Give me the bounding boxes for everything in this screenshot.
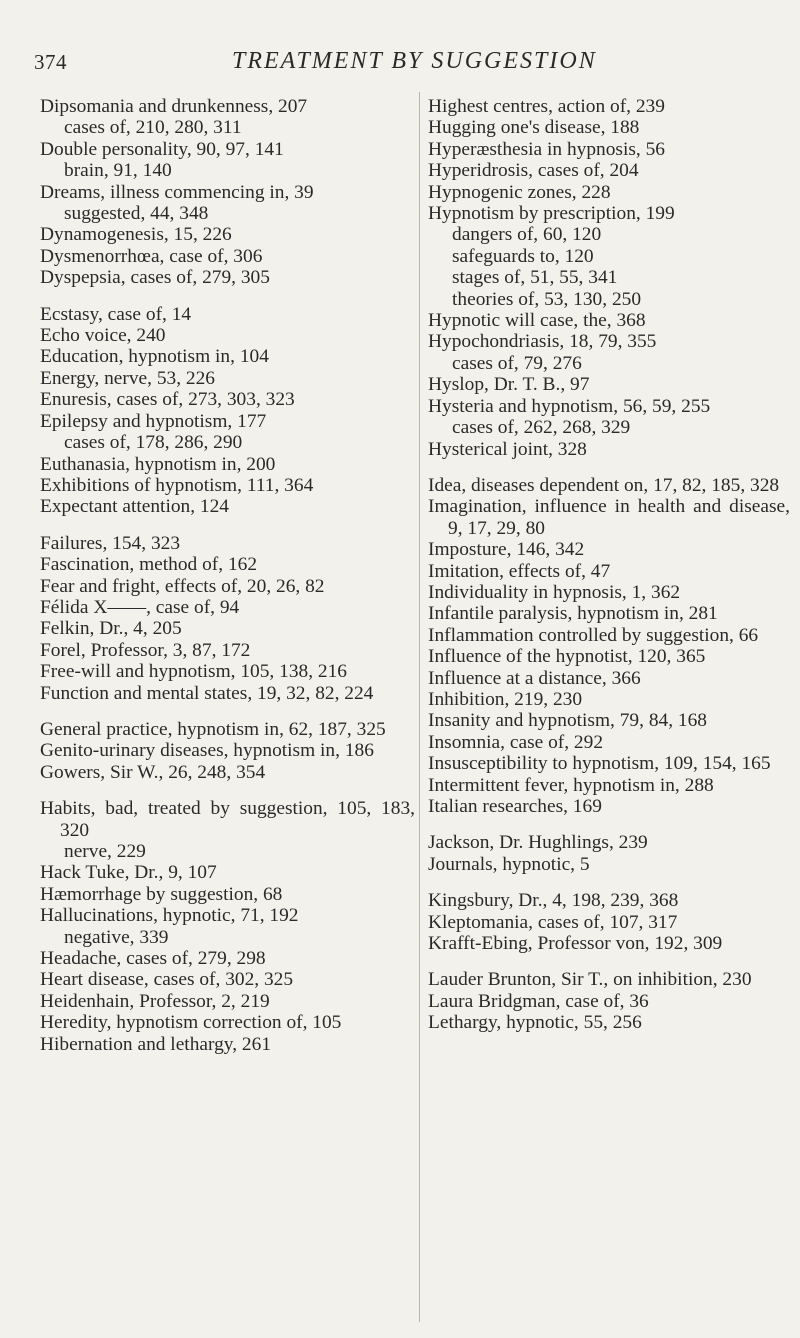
section-gap: [40, 704, 415, 719]
index-entry: Hæmorrhage by suggestion, 68: [40, 883, 283, 905]
section-gap: [40, 518, 415, 533]
index-entry: Heidenhain, Professor, 2, 219: [40, 990, 270, 1012]
index-entry: Idea, diseases dependent on, 17, 82, 185, 328: [428, 474, 780, 496]
index-entry: Hypochondriasis, 18, 79, 355: [428, 331, 657, 353]
column-divider: [419, 92, 420, 1322]
index-entry: General practice, hypnotism in, 62, 187, 325: [40, 718, 386, 740]
index-entry: Influence at a distance, 366: [428, 667, 641, 689]
index-entry: Hypnotic will case, the, 368: [428, 310, 646, 332]
running-title: TREATMENT BY SUGGESTION: [232, 48, 597, 74]
index-column-right: [428, 96, 790, 1034]
index-entry: Fascination, method of, 162: [40, 554, 258, 576]
index-entry: Intermittent fever, hypnotism in, 288: [428, 774, 714, 796]
index-entry: Inflammation controlled by suggestion, 66: [428, 624, 759, 646]
index-entry: Dysmenorrhœa, case of, 306: [40, 245, 263, 267]
index-subentry: cases of, 262, 268, 329: [452, 417, 631, 439]
index-entry: Imposture, 146, 342: [428, 539, 585, 561]
section-gap: [40, 783, 415, 798]
index-entry: Habits, bad, treated by suggestion, 105, 183, 320: [40, 798, 415, 841]
index-entry: Jackson, Dr. Hughlings, 239: [428, 832, 648, 854]
index-entry: Heart disease, cases of, 302, 325: [40, 969, 294, 991]
section-gap: [428, 954, 790, 969]
index-entry: Kingsbury, Dr., 4, 198, 239, 368: [428, 890, 679, 912]
index-entry: Kleptomania, cases of, 107, 317: [428, 911, 678, 933]
index-subentry: dangers of, 60, 120: [452, 224, 602, 246]
index-entry: Lauder Brunton, Sir T., on inhibition, 230: [428, 969, 752, 991]
index-column-left: [40, 96, 415, 1055]
index-entry: Hyperidrosis, cases of, 204: [428, 160, 639, 182]
index-entry: Double personality, 90, 97, 141: [40, 138, 284, 160]
index-entry: Individuality in hypnosis, 1, 362: [428, 581, 681, 603]
index-entry: Energy, nerve, 53, 226: [40, 367, 216, 389]
index-subentry: suggested, 44, 348: [64, 203, 209, 225]
index-entry: Hysterical joint, 328: [428, 438, 587, 460]
index-subentry: stages of, 51, 55, 341: [452, 267, 618, 289]
index-entry: Insanity and hypnotism, 79, 84, 168: [428, 710, 707, 732]
index-subentry: theories of, 53, 130, 250: [452, 288, 642, 310]
index-entry: Journals, hypnotic, 5: [428, 853, 590, 875]
index-subentry: cases of, 210, 280, 311: [64, 117, 242, 139]
index-subentry: safeguards to, 120: [452, 245, 594, 267]
index-entry: Italian researches, 169: [428, 796, 602, 817]
index-entry: Hugging one's disease, 188: [428, 117, 640, 139]
index-entry: Dipsomania and drunkenness, 207: [40, 96, 308, 117]
index-entry: Hyperæsthesia in hypnosis, 56: [428, 138, 665, 160]
index-entry: Dynamogenesis, 15, 226: [40, 224, 232, 246]
index-entry: Education, hypnotism in, 104: [40, 346, 269, 368]
index-entry: Hyslop, Dr. T. B., 97: [428, 374, 590, 396]
index-entry: Insusceptibility to hypnotism, 109, 154, 165: [428, 753, 771, 775]
index-entry: Genito-urinary diseases, hypnotism in, 186: [40, 740, 374, 762]
index-entry: Hysteria and hypnotism, 56, 59, 255: [428, 395, 711, 417]
index-entry: Free-will and hypnotism, 105, 138, 216: [40, 661, 347, 683]
section-gap: [428, 817, 790, 832]
index-entry: Felkin, Dr., 4, 205: [40, 618, 182, 640]
index-entry: Echo voice, 240: [40, 325, 166, 347]
index-entry: Highest centres, action of, 239: [428, 96, 665, 117]
index-entry: Heredity, hypnotism correction of, 105: [40, 1012, 342, 1034]
index-entry: Infantile paralysis, hypnotism in, 281: [428, 603, 718, 625]
index-entry: Expectant attention, 124: [40, 496, 230, 518]
page-number: 374: [34, 50, 67, 74]
index-entry: Hibernation and lethargy, 261: [40, 1033, 272, 1055]
index-entry: Fear and fright, effects of, 20, 26, 82: [40, 575, 325, 597]
section-gap: [428, 460, 790, 475]
index-entry: Forel, Professor, 3, 87, 172: [40, 639, 251, 661]
index-entry: Insomnia, case of, 292: [428, 731, 604, 753]
index-entry: Hypnotism by prescription, 199: [428, 203, 675, 225]
index-entry: Gowers, Sir W., 26, 248, 354: [40, 761, 266, 783]
index-entry: Hallucinations, hypnotic, 71, 192: [40, 905, 299, 927]
index-entry: Failures, 154, 323: [40, 532, 181, 554]
index-subentry: cases of, 79, 276: [452, 352, 582, 374]
index-entry: Dyspepsia, cases of, 279, 305: [40, 267, 270, 289]
index-subentry: brain, 91, 140: [64, 160, 172, 182]
index-entry: Hack Tuke, Dr., 9, 107: [40, 862, 217, 884]
index-entry: Enuresis, cases of, 273, 303, 323: [40, 389, 295, 411]
index-entry: Influence of the hypnotist, 120, 365: [428, 646, 706, 668]
index-entry: Exhibitions of hypnotism, 111, 364: [40, 474, 314, 496]
index-entry: Krafft-Ebing, Professor von, 192, 309: [428, 933, 723, 955]
index-entry: Headache, cases of, 279, 298: [40, 948, 266, 970]
index-entry: Laura Bridgman, case of, 36: [428, 990, 649, 1012]
index-entry: Félida X——, case of, 94: [40, 596, 240, 618]
index-entry: Function and mental states, 19, 32, 82, 224: [40, 682, 374, 704]
index-entry: Lethargy, hypnotic, 55, 256: [428, 1012, 642, 1034]
index-subentry: nerve, 229: [64, 841, 146, 862]
index-entry: Dreams, illness commencing in, 39: [40, 181, 314, 203]
index-entry: Imitation, effects of, 47: [428, 560, 611, 582]
index-entry: Epilepsy and hypnotism, 177: [40, 410, 267, 432]
index-entry: Euthanasia, hypnotism in, 200: [40, 453, 276, 475]
index-entry: Imagination, influence in health and disease, 9, 17, 29, 80: [428, 496, 790, 539]
section-gap: [428, 875, 790, 890]
index-entry: Inhibition, 219, 230: [428, 688, 583, 710]
index-subentry: negative, 339: [64, 926, 169, 948]
section-gap: [40, 289, 415, 304]
index-entry: Ecstasy, case of, 14: [40, 303, 192, 325]
index-subentry: cases of, 178, 286, 290: [64, 432, 243, 454]
page-header: [0, 48, 800, 88]
index-entry: Hypnogenic zones, 228: [428, 181, 611, 203]
